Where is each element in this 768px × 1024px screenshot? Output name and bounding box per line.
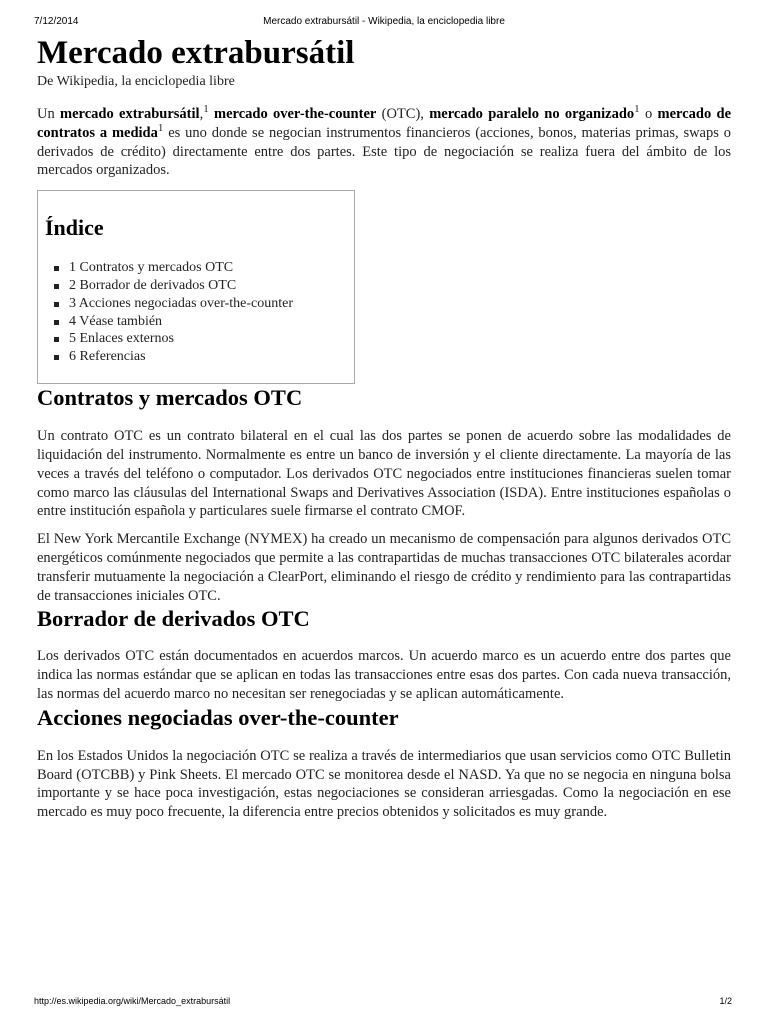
term-contratos-a-medida: mercado de contratos a medida bbox=[37, 106, 732, 141]
section-paragraph: En los Estados Unidos la negociación OTC se realiza a través de intermediarios que usan servicios como OTC Bulletin Board (OTCBB) y Pink Sheets. El mercado OTC se monitorea desde el NASD. Ya que no se negocia en ninguna bolsa importante y se hace poca investigación, estas negociaciones se consideran arriesgadas. Como la negociación en ese mercado es muy poco frecuente, la diferencia entre precios obtenidos y solicitados es muy grande. bbox=[37, 747, 731, 821]
term-mercado-extrabursatil: mercado extrabursátil bbox=[60, 106, 200, 122]
lead-text: o bbox=[639, 106, 658, 122]
lead-text: , bbox=[199, 106, 204, 122]
lead-text: es uno donde se negocian instrumentos financieros (acciones, bonos, materias primas, swaps o derivados de crédito) directamente entre dos partes. Este tipo de negociación se realiza fuera del ámbito de los mercados organizados. bbox=[37, 124, 731, 179]
print-page-title: Mercado extrabursátil - Wikipedia, la enciclopedia libre bbox=[263, 16, 505, 27]
toc-item-referencias[interactable]: 6 Referencias bbox=[69, 348, 354, 366]
toc-item-enlaces[interactable]: 5 Enlaces externos bbox=[69, 330, 354, 348]
toc-list bbox=[45, 259, 354, 366]
site-tagline: De Wikipedia, la enciclopedia libre bbox=[37, 74, 235, 89]
term-over-the-counter: mercado over-the-counter bbox=[214, 106, 377, 122]
print-header bbox=[0, 16, 768, 30]
section-heading-contratos: Contratos y mercados OTC bbox=[37, 385, 303, 411]
toc-item-contratos[interactable]: 1 Contratos y mercados OTC bbox=[69, 259, 354, 277]
term-paralelo-no-organizado: mercado paralelo no organizado bbox=[429, 106, 635, 122]
section-heading-borrador: Borrador de derivados OTC bbox=[37, 606, 310, 632]
toc-item-borrador[interactable]: 2 Borrador de derivados OTC bbox=[69, 277, 354, 295]
section-paragraph: Los derivados OTC están documentados en acuerdos marcos. Un acuerdo marco es un acuerdo entre dos partes que indica las normas estándar que se aplican en todas las transacciones entre esas dos partes. Con cada nueva transacción, las normas del acuerdo marco no necesitan ser renegociadas y se aplican automáticamente. bbox=[37, 648, 731, 702]
reference-link[interactable]: 1 bbox=[157, 121, 164, 134]
page-url[interactable]: http://es.wikipedia.org/wiki/Mercado_extrabursátil bbox=[34, 996, 231, 1006]
reference-link[interactable]: 1 bbox=[203, 103, 209, 115]
toc-item-vease[interactable]: 4 Véase también bbox=[69, 313, 354, 331]
table-of-contents bbox=[37, 190, 355, 384]
page-number: 1/2 bbox=[719, 996, 732, 1006]
lead-paragraph bbox=[37, 105, 731, 180]
section-paragraph: Un contrato OTC es un contrato bilateral en el cual las dos partes se ponen de acuerdo sobre las modalidades de liquidación del instrumento. Normalmente es entre un banco de inversión y el cliente directamente. La mayoría de las veces a través del teléfono o computador. Los derivados OTC negociados entre instituciones financieras suelen tomar como marco las cláusulas del International Swaps and Derivatives Association (ISDA). Entre instituciones españolas o entre institución española y particulares suele firmarse el contrato CMOF. bbox=[37, 428, 731, 520]
lead-text: Un bbox=[37, 106, 61, 122]
lead-text: (OTC), bbox=[376, 106, 430, 122]
article-content bbox=[37, 34, 731, 822]
section-paragraph: El New York Mercantile Exchange (NYMEX) ha creado un mecanismo de compensación para algunos derivados OTC energéticos comúnmente negociados que permite a las contrapartidas de muchas transacciones OTC bilaterales acordar transferir mutuamente la negociación a ClearPort, eliminando el riesgo de crédito y rendimiento para las contrapartidas de transacciones iniciales OTC. bbox=[37, 531, 731, 604]
section-heading-acciones: Acciones negociadas over-the-counter bbox=[37, 704, 399, 730]
print-date: 7/12/2014 bbox=[34, 16, 79, 27]
page-title: Mercado extrabursátil bbox=[37, 35, 355, 71]
toc-item-acciones[interactable]: 3 Acciones negociadas over-the-counter bbox=[69, 295, 354, 313]
reference-link[interactable]: 1 bbox=[634, 103, 640, 115]
toc-heading: Índice bbox=[45, 215, 104, 241]
print-footer bbox=[0, 996, 768, 1010]
